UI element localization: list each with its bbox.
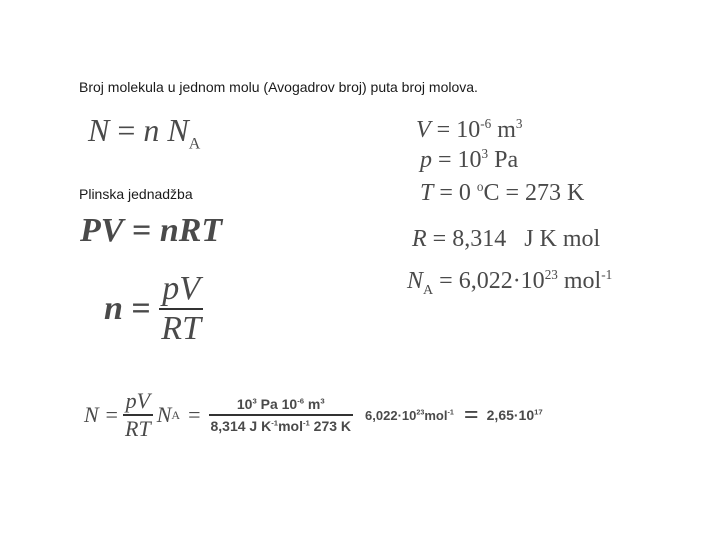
T-equals: =	[439, 180, 453, 206]
gas-law-rhs: nRT	[159, 212, 223, 249]
NA-unit: mol	[563, 268, 602, 294]
den-a: 8,314 J K	[210, 418, 272, 434]
den-b-exp: -1	[302, 418, 310, 428]
NA-exponent: 23	[544, 267, 558, 282]
final-result	[487, 407, 543, 423]
R-equals: =	[432, 226, 447, 252]
final-fraction-2	[209, 396, 354, 434]
V-unit-exponent: 3	[515, 116, 523, 131]
final-na-value: 6,022·10	[365, 407, 417, 423]
final-result-exp: 17	[534, 407, 543, 417]
final-na-unit: mol	[424, 407, 448, 423]
formula-A: A	[188, 135, 201, 153]
n-formula	[104, 270, 203, 348]
final-na-exp: 23	[416, 408, 425, 417]
R-value: 8,314	[452, 226, 507, 252]
gas-law-equals: =	[131, 212, 152, 249]
T-symbol: T	[420, 180, 434, 206]
T-degree: o	[476, 179, 484, 194]
V-symbol: V	[416, 117, 431, 143]
V-unit: m	[497, 117, 516, 143]
final-na-unit-exp: -1	[447, 408, 454, 417]
NA-subscript: A	[423, 282, 434, 298]
value-p	[420, 147, 518, 174]
p-unit: Pa	[494, 147, 519, 173]
value-R	[412, 226, 600, 253]
final-fraction-2-numerator	[235, 396, 327, 412]
final-NA-symbol: N	[156, 402, 172, 427]
gas-law-formula	[80, 212, 222, 250]
avogadro-caption: Broj molekula u jednom molu (Avogadrov broj) puta broj molova.	[79, 79, 478, 95]
gas-law-lhs: PV	[80, 212, 124, 249]
final-fraction-1-denominator: RT	[125, 416, 151, 441]
final-fraction-1	[123, 388, 153, 442]
V-value: 10	[456, 117, 481, 143]
den-b: mol	[278, 418, 303, 434]
value-V	[416, 117, 522, 144]
gas-equation-caption: Plinska jednadžba	[79, 186, 193, 202]
final-result-value: 2,65·10	[486, 407, 535, 423]
R-unit: J K mol	[524, 226, 601, 252]
NA-symbol: N	[407, 268, 424, 294]
T-value: 0	[458, 180, 477, 206]
n-formula-equals: =	[131, 290, 151, 327]
final-lhs: N =	[84, 402, 120, 427]
final-equals-2: =	[463, 400, 479, 429]
avogadro-formula	[88, 112, 201, 153]
final-computation: N = $\frac{pV}{RT}$ N A = $\frac{10^3 Pa 10^{-6} m^3}{8,314 J K^{-1}mol^{-1} 273 K}$ $6,022\cdot 10^{23}mol^{-1}$ = $2,65\cdot 10^{17}$	[84, 388, 543, 441]
final-fraction-1-numerator: pV	[125, 388, 151, 413]
V-exponent: -6	[480, 116, 492, 131]
NA-value: 6,022·10	[458, 268, 545, 294]
n-formula-denominator: RT	[161, 310, 201, 347]
num-b-exp: -6	[297, 396, 305, 406]
den-a-exp: -1	[271, 418, 279, 428]
formula-equals: =	[117, 112, 136, 148]
NA-equals: =	[439, 268, 453, 294]
formula-N: N	[167, 112, 189, 148]
num-a-unit: Pa 10	[256, 396, 298, 412]
formula-lhs: N	[88, 112, 110, 148]
value-NA	[407, 267, 613, 298]
p-symbol: p	[420, 147, 432, 173]
num-a-exp: 3	[252, 396, 257, 406]
final-avogadro	[365, 408, 454, 423]
final-equals-1: =	[188, 402, 201, 427]
p-exponent: 3	[481, 146, 489, 161]
n-formula-numerator: pV	[162, 270, 201, 307]
value-T	[420, 180, 584, 207]
p-equals: =	[438, 147, 452, 173]
den-c: 273 K	[309, 418, 352, 434]
T-unit: C = 273 K	[483, 180, 585, 206]
num-b-unit-exp: 3	[320, 396, 325, 406]
V-equals: =	[436, 117, 451, 143]
fraction-bar	[209, 414, 354, 416]
p-value: 10	[457, 147, 482, 173]
formula-n: n	[143, 112, 160, 148]
R-symbol: R	[412, 226, 427, 252]
final-fraction-2-denominator	[209, 418, 354, 434]
num-b-unit: m	[304, 396, 321, 412]
num-a: 10	[236, 396, 253, 412]
n-formula-fraction	[159, 270, 203, 348]
NA-unit-exponent: -1	[601, 267, 613, 282]
n-formula-lhs: n	[104, 290, 123, 327]
